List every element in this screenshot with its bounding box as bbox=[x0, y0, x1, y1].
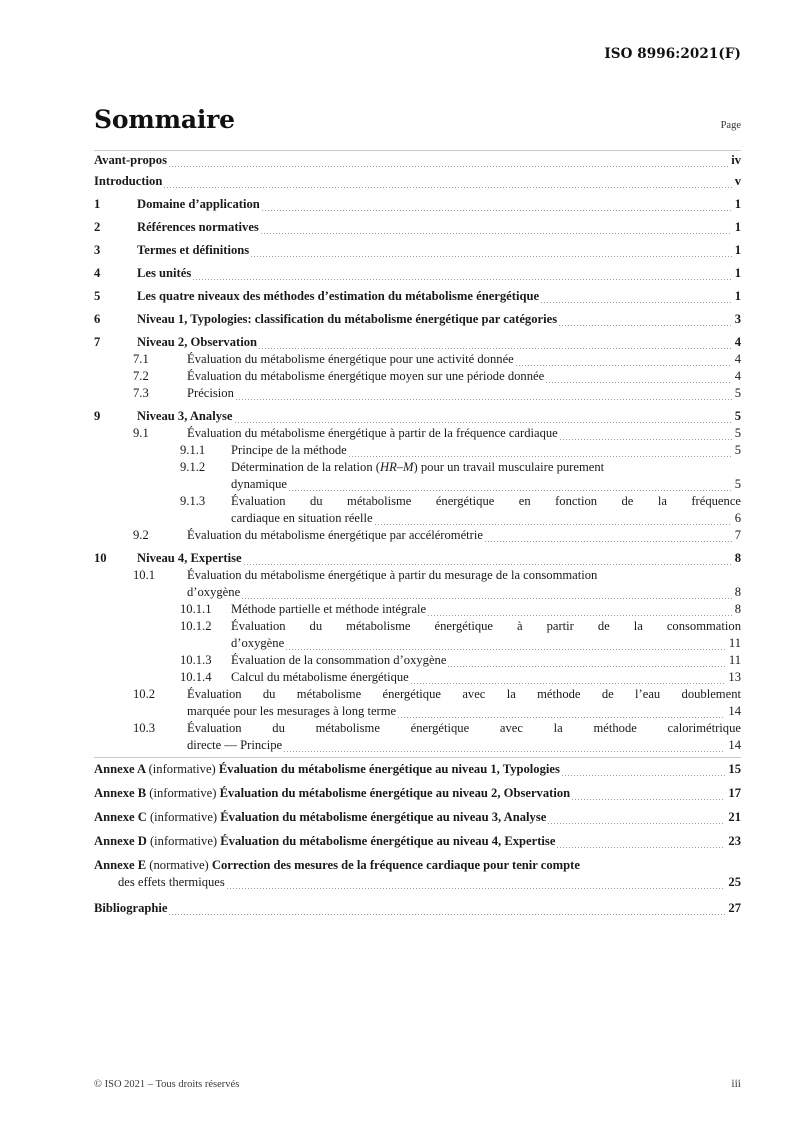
toc-entry-page: 5 bbox=[734, 443, 741, 457]
toc-entry-text bbox=[137, 288, 741, 305]
toc-entry-label: Calcul du métabolisme énergétique bbox=[231, 670, 409, 684]
toc-entry-page: 1 bbox=[734, 243, 741, 257]
toc-title-row bbox=[94, 105, 741, 134]
toc-entry-label: Niveau 4, Expertise bbox=[137, 551, 242, 565]
toc-entry-label: Évaluation du métabolisme énergétique moyen sur une période donnée bbox=[187, 369, 545, 383]
leader-dots bbox=[559, 429, 732, 442]
toc-entry-label: Références normatives bbox=[137, 220, 259, 234]
leader-dots bbox=[547, 813, 725, 826]
toc-entry-page: 14 bbox=[728, 738, 741, 752]
toc-entry-single-line bbox=[137, 334, 741, 351]
leader-dots bbox=[484, 531, 732, 544]
toc-entry-single-line bbox=[137, 196, 741, 213]
toc-entry[interactable] bbox=[94, 720, 741, 754]
leader-dots bbox=[261, 200, 732, 213]
toc-entry-number: 5 bbox=[94, 289, 101, 303]
toc-entry-text bbox=[94, 173, 741, 190]
toc-entry-page: 8 bbox=[734, 602, 741, 616]
toc-entry-page: 4 bbox=[734, 369, 741, 383]
toc-entry-single-line bbox=[137, 219, 741, 236]
leader-dots bbox=[234, 412, 732, 425]
toc-entry[interactable] bbox=[94, 493, 741, 527]
toc-entry-text bbox=[137, 334, 741, 351]
toc-entry[interactable] bbox=[94, 442, 741, 459]
toc-entry-label: Les unités bbox=[137, 266, 192, 280]
toc-entry-number: 6 bbox=[94, 312, 101, 326]
toc-entry-line-2: d’oxygène bbox=[231, 636, 285, 650]
toc-entry-line-2-row bbox=[187, 737, 741, 754]
toc-entry-label: Domaine d’application bbox=[137, 197, 260, 211]
toc-entry-page: 27 bbox=[728, 901, 741, 915]
toc-entry-text bbox=[137, 196, 741, 213]
toc-entry[interactable] bbox=[94, 334, 741, 351]
annex-prefix: Annexe E bbox=[94, 858, 150, 872]
toc-entry[interactable] bbox=[94, 288, 741, 305]
toc-entry-number: 3 bbox=[94, 243, 101, 257]
toc-entry[interactable] bbox=[94, 833, 741, 850]
toc-entry-number: 10 bbox=[94, 551, 107, 565]
toc-entry-line-1 bbox=[187, 567, 741, 584]
toc-entry-line-1 bbox=[231, 493, 741, 510]
toc-entry-page: 23 bbox=[728, 834, 741, 848]
toc-entry[interactable] bbox=[94, 686, 741, 720]
toc-entry-text bbox=[187, 527, 741, 544]
annex-prefix: Annexe C bbox=[94, 810, 150, 824]
annex-kind: (informative) bbox=[149, 834, 221, 848]
annex-kind: (normative) bbox=[149, 858, 212, 872]
annex-kind: (informative) bbox=[148, 762, 219, 776]
toc-entry[interactable] bbox=[94, 242, 741, 259]
toc-entry-number: 4 bbox=[94, 266, 101, 280]
toc-entry-single-line bbox=[231, 442, 741, 459]
toc-entry[interactable] bbox=[94, 652, 741, 669]
toc-entry-number: 10.1.2 bbox=[180, 619, 212, 633]
toc-entry-single-line bbox=[187, 385, 741, 402]
leader-dots bbox=[163, 177, 731, 190]
toc-entry-single-line bbox=[187, 425, 741, 442]
toc-entry-text bbox=[94, 152, 741, 169]
leader-dots bbox=[374, 514, 732, 527]
toc-entry-label: Annexe A (informative) Évaluation du métabolisme énergétique au niveau 1, Typologies bbox=[94, 762, 560, 776]
leader-dots bbox=[515, 355, 732, 368]
toc-entry-text bbox=[94, 900, 741, 917]
page-title: Sommaire bbox=[94, 105, 235, 134]
leader-dots bbox=[226, 878, 726, 891]
toc-entry-line-2: cardiaque en situation réelle bbox=[231, 511, 373, 525]
toc-entry-text bbox=[94, 809, 741, 826]
leader-dots bbox=[243, 554, 732, 567]
toc-entry-text bbox=[137, 408, 741, 425]
leader-dots bbox=[561, 765, 726, 778]
toc-entry-single-line bbox=[137, 242, 741, 259]
toc-entry-text bbox=[94, 857, 741, 891]
leader-dots bbox=[235, 389, 732, 402]
leader-dots bbox=[168, 156, 728, 169]
toc-entry-number: 1 bbox=[94, 197, 101, 211]
toc-entry-page: 5 bbox=[734, 426, 741, 440]
toc-entry-single-line bbox=[94, 785, 741, 802]
annex-kind: (informative) bbox=[149, 786, 220, 800]
toc-entry-text bbox=[94, 833, 741, 850]
toc-entry-line-2-row bbox=[187, 703, 741, 720]
toc-entry-text bbox=[187, 567, 741, 601]
toc-entry-single-line bbox=[231, 669, 741, 686]
toc-entry-label: Évaluation du métabolisme énergétique pour une activité donnée bbox=[187, 352, 514, 366]
toc-entry[interactable] bbox=[94, 265, 741, 282]
toc-entry-text bbox=[137, 242, 741, 259]
toc-entry[interactable] bbox=[94, 809, 741, 826]
toc-entry-page: 14 bbox=[728, 704, 741, 718]
toc-entry[interactable] bbox=[94, 527, 741, 544]
toc-entry-number: 7.1 bbox=[133, 352, 149, 366]
toc-entry[interactable] bbox=[94, 152, 741, 169]
toc-entry-page: 11 bbox=[728, 653, 741, 667]
toc-entry-text bbox=[231, 601, 741, 618]
leader-dots bbox=[258, 338, 732, 351]
toc-entry-label: Avant-propos bbox=[94, 153, 168, 167]
toc-entry[interactable] bbox=[94, 368, 741, 385]
toc-entry-line-2: des effets thermiques bbox=[118, 875, 225, 889]
toc-entry-line-2: d’oxygène bbox=[187, 585, 241, 599]
annex-prefix: Annexe A bbox=[94, 762, 149, 776]
toc-entry-single-line bbox=[94, 761, 741, 778]
toc-entry-line-2-row bbox=[231, 635, 741, 652]
leader-dots bbox=[558, 315, 732, 328]
leader-dots bbox=[192, 269, 731, 282]
divider-above-toc bbox=[94, 150, 741, 151]
toc-entry-number: 10.1.3 bbox=[180, 653, 212, 667]
toc-entry-page: iv bbox=[731, 153, 741, 167]
toc-entry-number: 9.1.2 bbox=[180, 460, 206, 474]
page-folio: iii bbox=[731, 1078, 741, 1090]
toc-entry-label: Principe de la méthode bbox=[231, 443, 347, 457]
toc-entry-number: 9.1 bbox=[133, 426, 149, 440]
toc-entry-number: 9 bbox=[94, 409, 101, 423]
toc-entry-label: Évaluation de la consommation d’oxygène bbox=[231, 653, 447, 667]
toc-entry-text bbox=[231, 618, 741, 652]
annex-kind: (informative) bbox=[149, 810, 221, 824]
toc-entry[interactable] bbox=[94, 669, 741, 686]
toc-entry-line-1 bbox=[231, 459, 741, 476]
toc-entry-text bbox=[231, 459, 741, 493]
toc-entry-line-1 bbox=[94, 857, 741, 874]
document-identifier: ISO 8996:2021(F) bbox=[604, 46, 741, 62]
toc-entry-single-line bbox=[231, 601, 741, 618]
toc-entry-page: 1 bbox=[734, 266, 741, 280]
toc-entry[interactable] bbox=[94, 425, 741, 442]
toc-entry-page: 13 bbox=[728, 670, 741, 684]
toc-entry-page: 1 bbox=[734, 220, 741, 234]
toc-entry[interactable] bbox=[94, 857, 741, 891]
toc-entry[interactable] bbox=[94, 601, 741, 618]
toc-entry-number: 2 bbox=[94, 220, 101, 234]
toc-entry-label: Annexe C (informative) Évaluation du métabolisme énergétique au niveau 3, Analyse bbox=[94, 810, 547, 824]
toc-entry[interactable] bbox=[94, 900, 741, 917]
toc-entry-label: Précision bbox=[187, 386, 234, 400]
toc-entry[interactable] bbox=[94, 567, 741, 601]
toc-entry-page: 8 bbox=[734, 551, 741, 565]
toc-entry-line-2-row bbox=[231, 510, 741, 527]
toc-entry[interactable] bbox=[94, 219, 741, 236]
toc-entry[interactable] bbox=[94, 385, 741, 402]
toc-entry-text bbox=[231, 669, 741, 686]
toc-entry-page: 25 bbox=[728, 875, 741, 889]
leader-dots bbox=[556, 837, 725, 850]
toc-entry-text bbox=[187, 385, 741, 402]
toc-entry-single-line bbox=[94, 152, 741, 169]
toc-entry-page: 6 bbox=[734, 511, 741, 525]
leader-dots bbox=[288, 480, 732, 493]
toc-entry-label: Évaluation du métabolisme énergétique en fonction de la fréquence bbox=[231, 494, 741, 508]
toc-entry-single-line bbox=[137, 288, 741, 305]
toc-entry-page: 1 bbox=[734, 197, 741, 211]
toc-entry-single-line bbox=[137, 311, 741, 328]
toc-entry-number: 7.2 bbox=[133, 369, 149, 383]
toc-entry-number: 9.1.3 bbox=[180, 494, 206, 508]
leader-dots bbox=[348, 446, 732, 459]
toc-entry[interactable] bbox=[94, 459, 741, 493]
page-column-header: Page bbox=[720, 120, 741, 131]
leader-dots bbox=[260, 223, 732, 236]
toc-entry-label: Termes et définitions bbox=[137, 243, 250, 257]
toc-entry-page: 11 bbox=[728, 636, 741, 650]
leader-dots bbox=[285, 639, 726, 652]
toc-entry-label: Détermination de la relation (HR–M) pour un travail musculaire purement bbox=[231, 460, 605, 474]
leader-dots bbox=[410, 673, 726, 686]
toc-entry-text bbox=[187, 368, 741, 385]
toc-entry-label: Annexe D (informative) Évaluation du métabolisme énergétique au niveau 4, Expertise bbox=[94, 834, 556, 848]
leader-dots bbox=[540, 292, 732, 305]
toc-entry-line-2-row bbox=[187, 584, 741, 601]
toc-entry-text bbox=[187, 425, 741, 442]
toc-entry-page: 1 bbox=[734, 289, 741, 303]
toc-entry-page: 17 bbox=[728, 786, 741, 800]
toc-entry[interactable] bbox=[94, 173, 741, 190]
toc-entry-line-1 bbox=[187, 720, 741, 737]
toc-entry-label: Les quatre niveaux des méthodes d’estimation du métabolisme énergétique bbox=[137, 289, 540, 303]
toc-entry-page: 5 bbox=[734, 409, 741, 423]
toc-entry-label: Niveau 3, Analyse bbox=[137, 409, 233, 423]
toc-entry-single-line bbox=[94, 809, 741, 826]
toc-entry-label: Niveau 2, Observation bbox=[137, 335, 257, 349]
toc-entry-number: 10.1.1 bbox=[180, 602, 212, 616]
toc-entry-number: 10.3 bbox=[133, 721, 156, 735]
toc-entry-text bbox=[231, 442, 741, 459]
toc-entry-page: 5 bbox=[734, 477, 741, 491]
annex-prefix: Annexe B bbox=[94, 786, 150, 800]
toc-entry-page: 3 bbox=[734, 312, 741, 326]
toc-entry[interactable] bbox=[94, 311, 741, 328]
toc-entry-number: 10.2 bbox=[133, 687, 156, 701]
toc-entry-page: 5 bbox=[734, 386, 741, 400]
leader-dots bbox=[168, 904, 725, 917]
toc-entry-line-2: directe — Principe bbox=[187, 738, 283, 752]
toc-entry-label: Introduction bbox=[94, 174, 163, 188]
toc-entry-number: 9.1.1 bbox=[180, 443, 206, 457]
toc-entry-text bbox=[94, 785, 741, 802]
toc-entry-text bbox=[187, 686, 741, 720]
toc-entry-page: 21 bbox=[728, 810, 741, 824]
toc-entry-line-1 bbox=[231, 618, 741, 635]
table-of-contents bbox=[94, 152, 741, 917]
toc-entry-single-line bbox=[137, 265, 741, 282]
leader-dots bbox=[250, 246, 732, 259]
copyright-notice: © ISO 2021 – Tous droits réservés bbox=[94, 1079, 240, 1090]
toc-entry-single-line bbox=[137, 550, 741, 567]
toc-entry-label: Méthode partielle et méthode intégrale bbox=[231, 602, 427, 616]
toc-entry-single-line bbox=[94, 900, 741, 917]
toc-entry-single-line bbox=[94, 173, 741, 190]
toc-entry-number: 9.2 bbox=[133, 528, 149, 542]
toc-entry-single-line bbox=[187, 351, 741, 368]
italic-symbol: HR–M bbox=[379, 460, 414, 474]
toc-entry-number: 7.3 bbox=[133, 386, 149, 400]
toc-entry-text bbox=[137, 550, 741, 567]
toc-entry-number: 10.1.4 bbox=[180, 670, 212, 684]
toc-entry[interactable] bbox=[94, 408, 741, 425]
toc-entry-single-line bbox=[187, 527, 741, 544]
leader-dots bbox=[571, 789, 725, 802]
toc-entry-label: Annexe B (informative) Évaluation du métabolisme énergétique au niveau 2, Observation bbox=[94, 786, 571, 800]
toc-entry-line-2: marquée pour les mesurages à long terme bbox=[187, 704, 397, 718]
toc-entry-single-line bbox=[94, 833, 741, 850]
toc-entry-page: 4 bbox=[734, 352, 741, 366]
toc-entry-single-line bbox=[137, 408, 741, 425]
toc-entry-text bbox=[187, 351, 741, 368]
leader-dots bbox=[447, 656, 725, 669]
toc-entry-line-2-row bbox=[231, 476, 741, 493]
leader-dots bbox=[283, 741, 725, 754]
toc-entry[interactable] bbox=[94, 196, 741, 213]
toc-entry-line-2: dynamique bbox=[231, 477, 287, 491]
toc-entry-label: Annexe E (normative) Correction des mesures de la fréquence cardiaque pour tenir compte bbox=[94, 858, 580, 872]
leader-dots bbox=[241, 588, 732, 601]
leader-dots bbox=[427, 605, 732, 618]
toc-entry-label: Évaluation du métabolisme énergétique avec la méthode calorimétrique bbox=[187, 721, 741, 735]
toc-entry-page: 15 bbox=[728, 762, 741, 776]
toc-entry-text bbox=[137, 219, 741, 236]
toc-entry-label: Évaluation du métabolisme énergétique à partir de la consommation bbox=[231, 619, 741, 633]
toc-entry-text bbox=[137, 311, 741, 328]
toc-entry-label: Niveau 1, Typologies: classification du métabolisme énergétique par catégories bbox=[137, 312, 558, 326]
toc-entry-page: v bbox=[734, 174, 741, 188]
toc-entry-label: Évaluation du métabolisme énergétique par accélérométrie bbox=[187, 528, 483, 542]
toc-entry[interactable] bbox=[94, 351, 741, 368]
toc-entry-label: Évaluation du métabolisme énergétique avec la méthode de l’eau doublement bbox=[187, 687, 741, 701]
toc-entry-page: 8 bbox=[734, 585, 741, 599]
toc-entry-label: Évaluation du métabolisme énergétique à partir du mesurage de la consommation bbox=[187, 568, 598, 582]
leader-dots bbox=[397, 707, 725, 720]
toc-entry-page: 4 bbox=[734, 335, 741, 349]
toc-entry-text bbox=[187, 720, 741, 754]
toc-entry-number: 10.1 bbox=[133, 568, 156, 582]
toc-entry[interactable] bbox=[94, 761, 741, 778]
toc-entry-text bbox=[231, 652, 741, 669]
toc-entry-number: 7 bbox=[94, 335, 101, 349]
toc-entry[interactable] bbox=[94, 550, 741, 567]
toc-entry-label: Bibliographie bbox=[94, 901, 168, 915]
toc-entry-line-1 bbox=[187, 686, 741, 703]
toc-entry-text bbox=[231, 493, 741, 527]
toc-entry[interactable] bbox=[94, 618, 741, 652]
toc-entry-text bbox=[94, 761, 741, 778]
toc-entry-text bbox=[137, 265, 741, 282]
annex-prefix: Annexe D bbox=[94, 834, 150, 848]
toc-entry-single-line bbox=[231, 652, 741, 669]
toc-entry-single-line bbox=[187, 368, 741, 385]
page-footer bbox=[94, 1078, 741, 1090]
toc-entry-label: Évaluation du métabolisme énergétique à partir de la fréquence cardiaque bbox=[187, 426, 558, 440]
toc-entry-line-2-row bbox=[94, 874, 741, 891]
toc-entry[interactable] bbox=[94, 785, 741, 802]
leader-dots bbox=[545, 372, 732, 385]
toc-entry-page: 7 bbox=[734, 528, 741, 542]
